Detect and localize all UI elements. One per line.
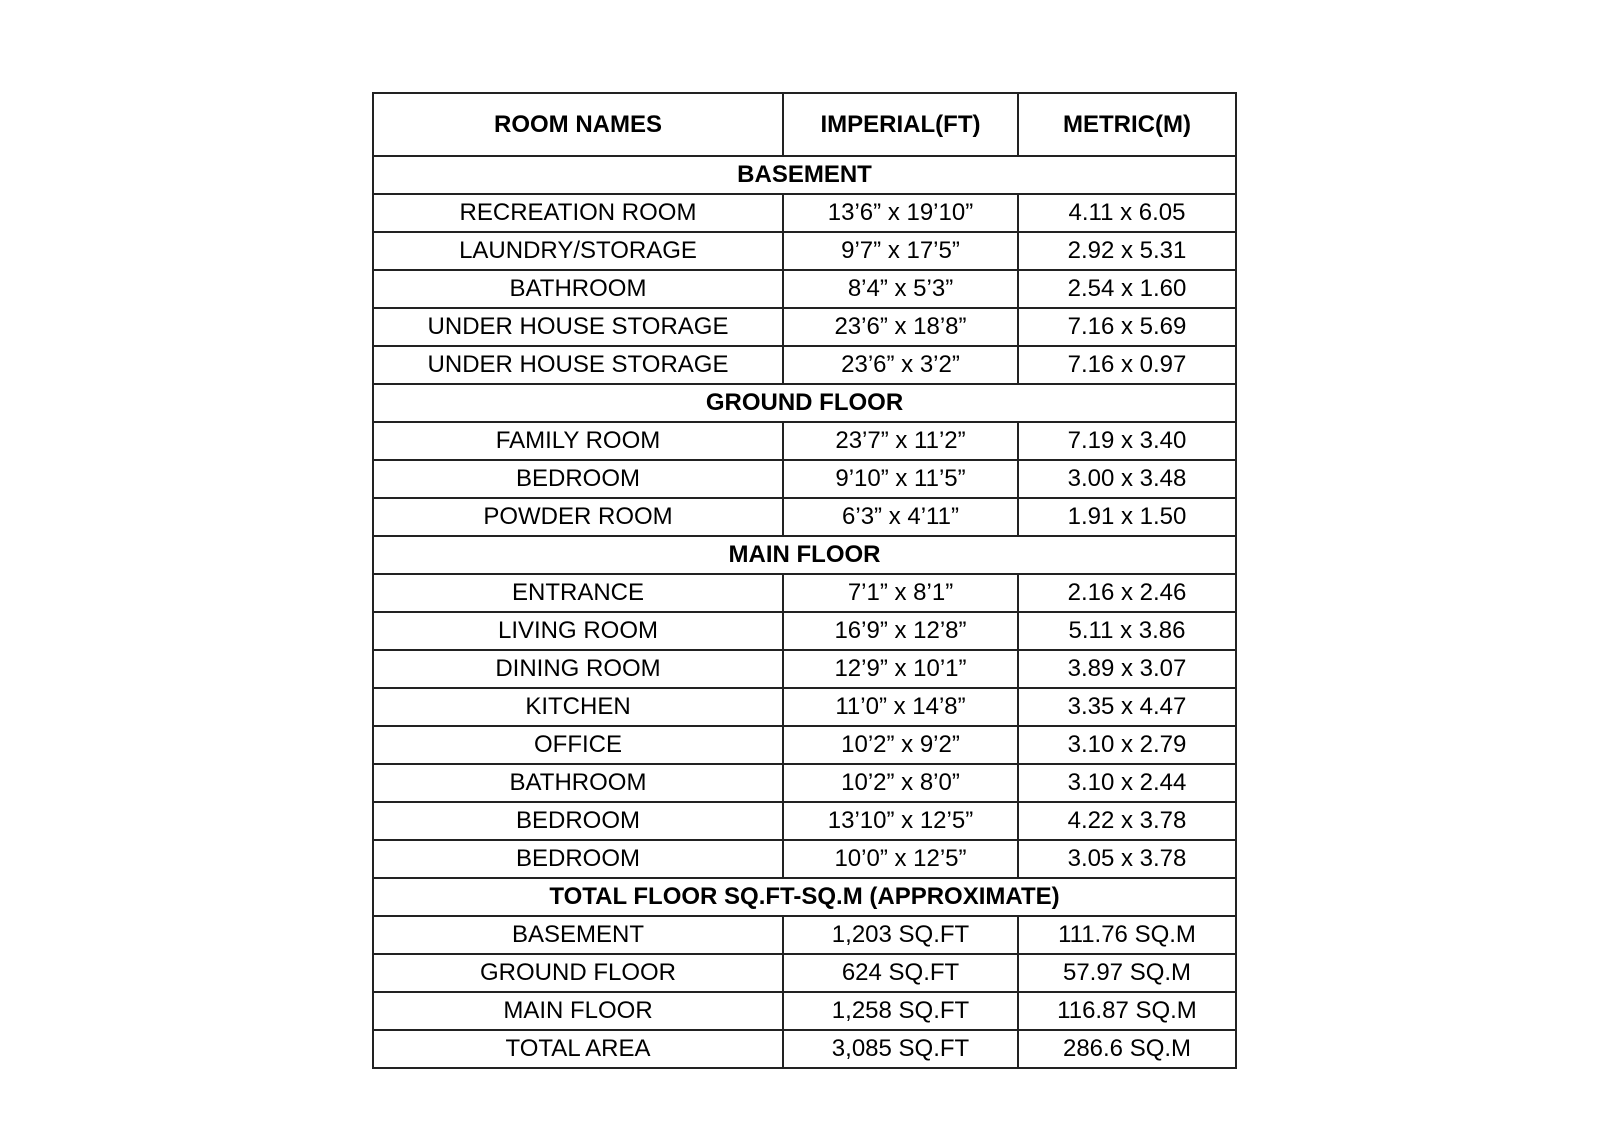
table-row: [373, 726, 1236, 764]
room-name-cell: RECREATION ROOM: [373, 194, 783, 232]
imperial-cell: 13’6” x 19’10”: [783, 194, 1018, 232]
table-row: [373, 650, 1236, 688]
metric-cell: 116.87 SQ.M: [1018, 992, 1236, 1030]
room-name-cell: FAMILY ROOM: [373, 422, 783, 460]
section-title: TOTAL FLOOR SQ.FT-SQ.M (APPROXIMATE): [373, 878, 1236, 916]
metric-cell: 2.54 x 1.60: [1018, 270, 1236, 308]
table-row: [373, 574, 1236, 612]
metric-cell: 7.16 x 0.97: [1018, 346, 1236, 384]
header-room-names: ROOM NAMES: [373, 93, 783, 156]
room-name-cell: BASEMENT: [373, 916, 783, 954]
imperial-cell: 9’10” x 11’5”: [783, 460, 1018, 498]
metric-cell: 3.10 x 2.79: [1018, 726, 1236, 764]
table-row: [373, 232, 1236, 270]
table-row: [373, 802, 1236, 840]
imperial-cell: 1,258 SQ.FT: [783, 992, 1018, 1030]
header-imperial: IMPERIAL(FT): [783, 93, 1018, 156]
metric-cell: 7.19 x 3.40: [1018, 422, 1236, 460]
metric-cell: 7.16 x 5.69: [1018, 308, 1236, 346]
table-row: [373, 1030, 1236, 1068]
table-row: [373, 422, 1236, 460]
imperial-cell: 10’2” x 8’0”: [783, 764, 1018, 802]
metric-cell: 3.00 x 3.48: [1018, 460, 1236, 498]
imperial-cell: 12’9” x 10’1”: [783, 650, 1018, 688]
table-row: [373, 764, 1236, 802]
metric-cell: 3.89 x 3.07: [1018, 650, 1236, 688]
imperial-cell: 10’0” x 12’5”: [783, 840, 1018, 878]
room-name-cell: GROUND FLOOR: [373, 954, 783, 992]
room-name-cell: BATHROOM: [373, 270, 783, 308]
imperial-cell: 23’6” x 18’8”: [783, 308, 1018, 346]
room-name-cell: TOTAL AREA: [373, 1030, 783, 1068]
table-row: [373, 992, 1236, 1030]
room-name-cell: OFFICE: [373, 726, 783, 764]
imperial-cell: 3,085 SQ.FT: [783, 1030, 1018, 1068]
table-row: [373, 498, 1236, 536]
imperial-cell: 23’7” x 11’2”: [783, 422, 1018, 460]
table-row: [373, 916, 1236, 954]
room-name-cell: KITCHEN: [373, 688, 783, 726]
table-row: [373, 840, 1236, 878]
metric-cell: 5.11 x 3.86: [1018, 612, 1236, 650]
imperial-cell: 23’6” x 3’2”: [783, 346, 1018, 384]
room-name-cell: LAUNDRY/STORAGE: [373, 232, 783, 270]
header-row: [373, 93, 1236, 156]
imperial-cell: 8’4” x 5’3”: [783, 270, 1018, 308]
table-row: [373, 688, 1236, 726]
room-name-cell: BEDROOM: [373, 802, 783, 840]
section-title: GROUND FLOOR: [373, 384, 1236, 422]
imperial-cell: 9’7” x 17’5”: [783, 232, 1018, 270]
imperial-cell: 10’2” x 9’2”: [783, 726, 1018, 764]
room-name-cell: MAIN FLOOR: [373, 992, 783, 1030]
metric-cell: 3.05 x 3.78: [1018, 840, 1236, 878]
room-name-cell: DINING ROOM: [373, 650, 783, 688]
room-name-cell: UNDER HOUSE STORAGE: [373, 308, 783, 346]
imperial-cell: 1,203 SQ.FT: [783, 916, 1018, 954]
imperial-cell: 7’1” x 8’1”: [783, 574, 1018, 612]
section-row-totals: [373, 878, 1236, 916]
section-title: MAIN FLOOR: [373, 536, 1236, 574]
room-dimensions-table: [372, 92, 1237, 1069]
table-row: [373, 194, 1236, 232]
section-row-main-floor: [373, 536, 1236, 574]
imperial-cell: 13’10” x 12’5”: [783, 802, 1018, 840]
table-row: [373, 612, 1236, 650]
header-metric: METRIC(M): [1018, 93, 1236, 156]
table-row: [373, 954, 1236, 992]
metric-cell: 3.10 x 2.44: [1018, 764, 1236, 802]
metric-cell: 2.92 x 5.31: [1018, 232, 1236, 270]
imperial-cell: 11’0” x 14’8”: [783, 688, 1018, 726]
room-name-cell: BEDROOM: [373, 840, 783, 878]
room-name-cell: POWDER ROOM: [373, 498, 783, 536]
table-row: [373, 270, 1236, 308]
imperial-cell: 624 SQ.FT: [783, 954, 1018, 992]
metric-cell: 286.6 SQ.M: [1018, 1030, 1236, 1068]
table-row: [373, 346, 1236, 384]
metric-cell: 2.16 x 2.46: [1018, 574, 1236, 612]
imperial-cell: 16’9” x 12’8”: [783, 612, 1018, 650]
section-title: BASEMENT: [373, 156, 1236, 194]
table-row: [373, 460, 1236, 498]
room-name-cell: LIVING ROOM: [373, 612, 783, 650]
room-name-cell: BATHROOM: [373, 764, 783, 802]
section-row-basement: [373, 156, 1236, 194]
room-name-cell: BEDROOM: [373, 460, 783, 498]
metric-cell: 111.76 SQ.M: [1018, 916, 1236, 954]
imperial-cell: 6’3” x 4’11”: [783, 498, 1018, 536]
metric-cell: 4.11 x 6.05: [1018, 194, 1236, 232]
metric-cell: 57.97 SQ.M: [1018, 954, 1236, 992]
room-name-cell: UNDER HOUSE STORAGE: [373, 346, 783, 384]
section-row-ground-floor: [373, 384, 1236, 422]
metric-cell: 1.91 x 1.50: [1018, 498, 1236, 536]
metric-cell: 4.22 x 3.78: [1018, 802, 1236, 840]
metric-cell: 3.35 x 4.47: [1018, 688, 1236, 726]
table-row: [373, 308, 1236, 346]
room-name-cell: ENTRANCE: [373, 574, 783, 612]
